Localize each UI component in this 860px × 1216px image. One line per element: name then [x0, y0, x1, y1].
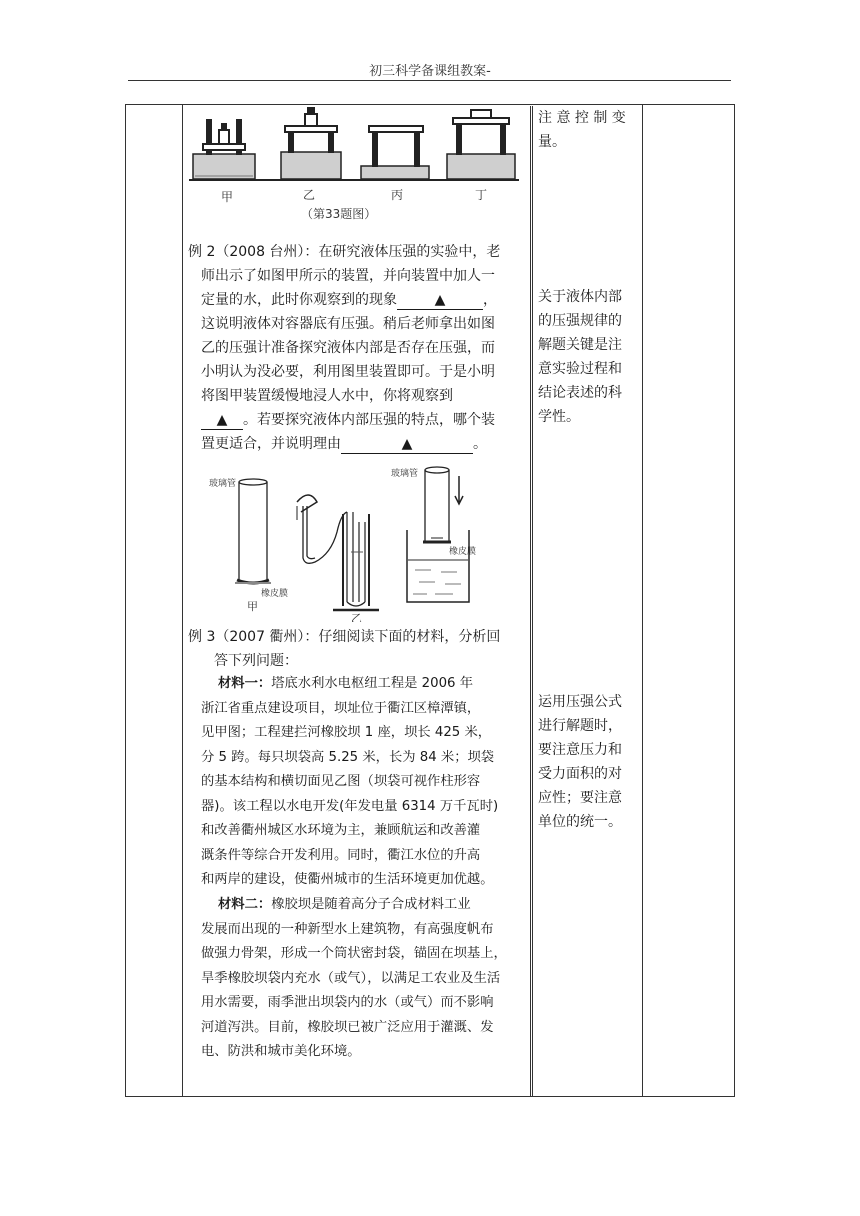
example-2	[188, 240, 524, 456]
material-1: 材料一：塔底水利水电枢纽工程是 2006 年 浙江省重点建设项目，坝址位于衢江区樟潭镇， 见甲图；工程建拦河橡胶坝 1 座，坝长 425 米， 分 5 跨。每只坝袋高 5.25 米，长为 84 米；坝袋 的基本结构和横切面见乙图（坝袋可视作柱形容 器)。该工程以水电开发(年发电量 6314 万千瓦时) 和改善衢州城区水环境为主，兼顾航运和改善灌 溉条件等综合开发利用。同时，衢江水位的升高 和两岸的建设，使衢州城市的生活环境更加优越。	[201, 676, 499, 887]
label-bing: 丙	[391, 188, 404, 202]
ex2-line-7: 将图甲装置缓慢地浸人水中，你将观察到	[201, 388, 453, 404]
col-divider-2	[530, 105, 533, 1096]
note-pressure-formula: 运用压强公式 进行解题时， 要注意压力和 受力面积的对 应性；要注意 单位的统一。	[538, 694, 622, 830]
ex2-line-5: 乙的压强计准备探究液体内部是否存在压强，而	[201, 340, 495, 356]
example-3	[188, 625, 524, 673]
label-membrane-2: 橡皮膜	[449, 547, 477, 557]
ex2-line-1: 例 2（2008 台州）：在研究液体压强的实验中，老	[188, 244, 501, 260]
note-liquid-pressure: 关于液体内部 的压强规律的 解题关键是注 意实验过程和 结论表述的科 学性。	[538, 289, 622, 425]
label-ding: 丁	[475, 188, 488, 202]
apparatus-jia	[193, 120, 255, 179]
manometer-yi	[297, 495, 379, 610]
col-divider-1	[182, 105, 183, 1096]
label-jia: 甲	[221, 190, 234, 204]
figure-caption: （第33题图）	[301, 207, 377, 221]
label-yi-2: 乙	[351, 612, 362, 622]
label-tube-2: 玻璃管	[391, 469, 419, 479]
ex2-line-8: ▲ 。若要探究液体内部压强的特点，哪个装	[188, 408, 524, 432]
header-rule	[128, 80, 731, 81]
ex2-line-4: 这说明液体对容器底有压强。稍后老师拿出如图	[201, 316, 495, 332]
figure-33-apparatus	[185, 104, 525, 224]
ex3-line-1: 例 3（2007 衢州）：仔细阅读下面的材料，分析回	[188, 629, 501, 645]
label-jia-2: 甲	[247, 600, 258, 613]
col-divider-3	[642, 105, 643, 1096]
answer-blank-1[interactable]: ▲	[397, 291, 483, 310]
ex2-line-2: 师出示了如图甲所示的装置，并向装置中加人一	[201, 268, 495, 284]
material-2-label: 材料二：	[218, 897, 272, 912]
answer-blank-3[interactable]: ▲	[341, 435, 473, 454]
answer-blank-2[interactable]: ▲	[201, 411, 243, 430]
label-tube-1: 玻璃管	[209, 479, 237, 489]
ex3-line-2: 答下列问题：	[214, 653, 298, 669]
apparatus-yi	[281, 108, 341, 179]
glass-tube-jia	[235, 479, 271, 583]
beaker-setup	[407, 467, 469, 602]
note-control-variable: 注 意 控 制 变 量。	[538, 110, 626, 150]
apparatus-bing	[361, 126, 429, 179]
liquid-pressure-figure	[205, 462, 515, 622]
ex2-line-3: 定量的水，此时你观察到的现象 ▲ ，	[201, 292, 497, 308]
label-yi: 乙	[303, 188, 316, 202]
material-1-label: 材料一：	[218, 676, 272, 691]
page-header: 初三科学备课组教案-	[369, 64, 491, 79]
material-2: 材料二：橡胶坝是随着高分子合成材料工业 发展而出现的一种新型水上建筑物，有高强度帆布 做强力骨架，形成一个筒状密封袋，锚固在坝基上， 旱季橡胶坝袋内充水（或气），以满足工农业及生活 用水需要，雨季泄出坝袋内的水（或气）而不影响 河道泻洪。目前，橡胶坝已被广泛应用于灌溉、发 电、防洪和城市美化环境。	[201, 897, 507, 1059]
ex2-line-6: 小明认为没必要，利用图里装置即可。于是小明	[201, 364, 495, 380]
apparatus-ding	[447, 110, 515, 179]
ex2-line-9: 置更适合，并说明理由 ▲ 。	[201, 436, 487, 452]
label-membrane-1: 橡皮膜	[261, 589, 289, 599]
